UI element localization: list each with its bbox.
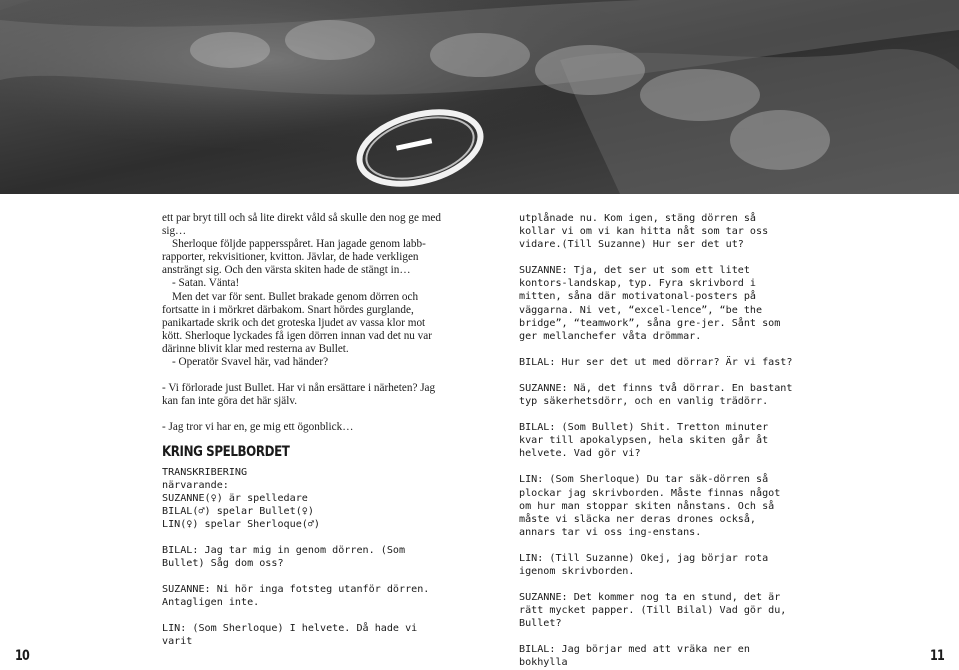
dialogue-line: SUZANNE: Nä, det finns två dörrar. En bastant typ säkerhetsdörr, och en vanlig trädörr. bbox=[519, 382, 793, 408]
page-number-right: 11 bbox=[930, 648, 944, 664]
paragraph: Sherloque följde pappersspåret. Han jagade genom labb-rapporter, rekvisitioner, kvitton. Jävlar, de hade verkligen ansträngt sig. Och den värsta skiten hade de stängt in… bbox=[162, 238, 426, 277]
paragraph: - Operatör Svavel här, vad händer? bbox=[172, 356, 329, 369]
dialogue-line: BILAL: Hur ser det ut med dörrar? Är vi fast? bbox=[519, 356, 793, 368]
paragraph: - Satan. Vänta! bbox=[172, 277, 240, 290]
dialogue-line: BILAL: Jag börjar med att vräka ner en bokhylla bbox=[519, 644, 750, 669]
paragraph: - Jag tror vi har en, ge mig ett ögonblick… bbox=[162, 421, 354, 434]
paragraph: ett par bryt till och så lite direkt våld så skulle den nog ge med sig… bbox=[162, 212, 441, 238]
dialogue-line: BILAL: (Som Bullet) Shit. Tretton minuter kvar till apokalypsen, hela skiten går åt helvete. Vad gör vi? bbox=[519, 422, 769, 460]
xray-image bbox=[0, 0, 959, 194]
transcript-line: TRANSKRIBERING bbox=[162, 466, 248, 478]
xray-ring-icon bbox=[0, 0, 959, 194]
paragraph: Men det var för sent. Bullet brakade genom dörren och fortsatte in i mörkret därbakom. Snart hördes gurglande, panikartade skrik och det groteska ljudet av vassa klor mot kött. Sherloque lyckades få igen dörren innan vad det nu var därinne blivit klar med resterna av Bullet. bbox=[162, 290, 432, 355]
page-number-left: 10 bbox=[15, 648, 29, 664]
section-heading: KRING SPELBORDET bbox=[162, 444, 290, 461]
paragraph: - Vi förlorade just Bullet. Har vi nån ersättare i närheten? Jag kan fan inte göra det här själv. bbox=[162, 382, 436, 408]
dialogue-line: BILAL: Jag tar mig in genom dörren. (Som Bullet) Såg dom oss? bbox=[162, 544, 406, 570]
dialogue-line: SUZANNE: Tja, det ser ut som ett litet kontors-landskap, typ. Fyra skrivbord i mitten, såna där motivatonal-posters på väggarna. Ni vet, “excel-lence”, “be the bridge”, “teamwork”, såna gre-jer. Sånt som ger mellanchefer våta drömmar. bbox=[519, 265, 781, 342]
dialogue-line: LIN: (Till Suzanne) Okej, jag börjar rota igenom skrivborden. bbox=[519, 552, 769, 577]
dialogue-line: SUZANNE: Ni hör inga fotsteg utanför dörren. Antagligen inte. bbox=[162, 584, 430, 609]
right-column bbox=[519, 212, 798, 670]
left-column bbox=[162, 212, 445, 649]
transcript-line: SUZANNE(♀) är spelledare bbox=[162, 492, 308, 504]
transcript-line: LIN(♀) spelar Sherloque(♂) bbox=[162, 518, 321, 530]
transcript-line: närvarande: bbox=[162, 479, 229, 491]
dialogue-line: LIN: (Som Sherloque) I helvete. Då hade vi varit bbox=[162, 623, 418, 648]
transcript-line: BILAL(♂) spelar Bullet(♀) bbox=[162, 505, 314, 517]
dialogue-line: LIN: (Som Sherloque) Du tar säk-dörren så plockar jag skrivborden. Måste finnas något om hur man stoppar skiten nånstans. Och så måste vi släcka ner deras drones också, annars tar vi oss ing-enstans. bbox=[519, 474, 781, 538]
dialogue-line: SUZANNE: Det kommer nog ta en stund, det är rätt mycket papper. (Till Bilal) Vad gör du, Bullet? bbox=[519, 592, 787, 630]
dialogue-line: utplånade nu. Kom igen, stäng dörren så kollar vi om vi kan hitta nåt som tar oss vidare.(Till Suzanne) Hur ser det ut? bbox=[519, 213, 769, 251]
